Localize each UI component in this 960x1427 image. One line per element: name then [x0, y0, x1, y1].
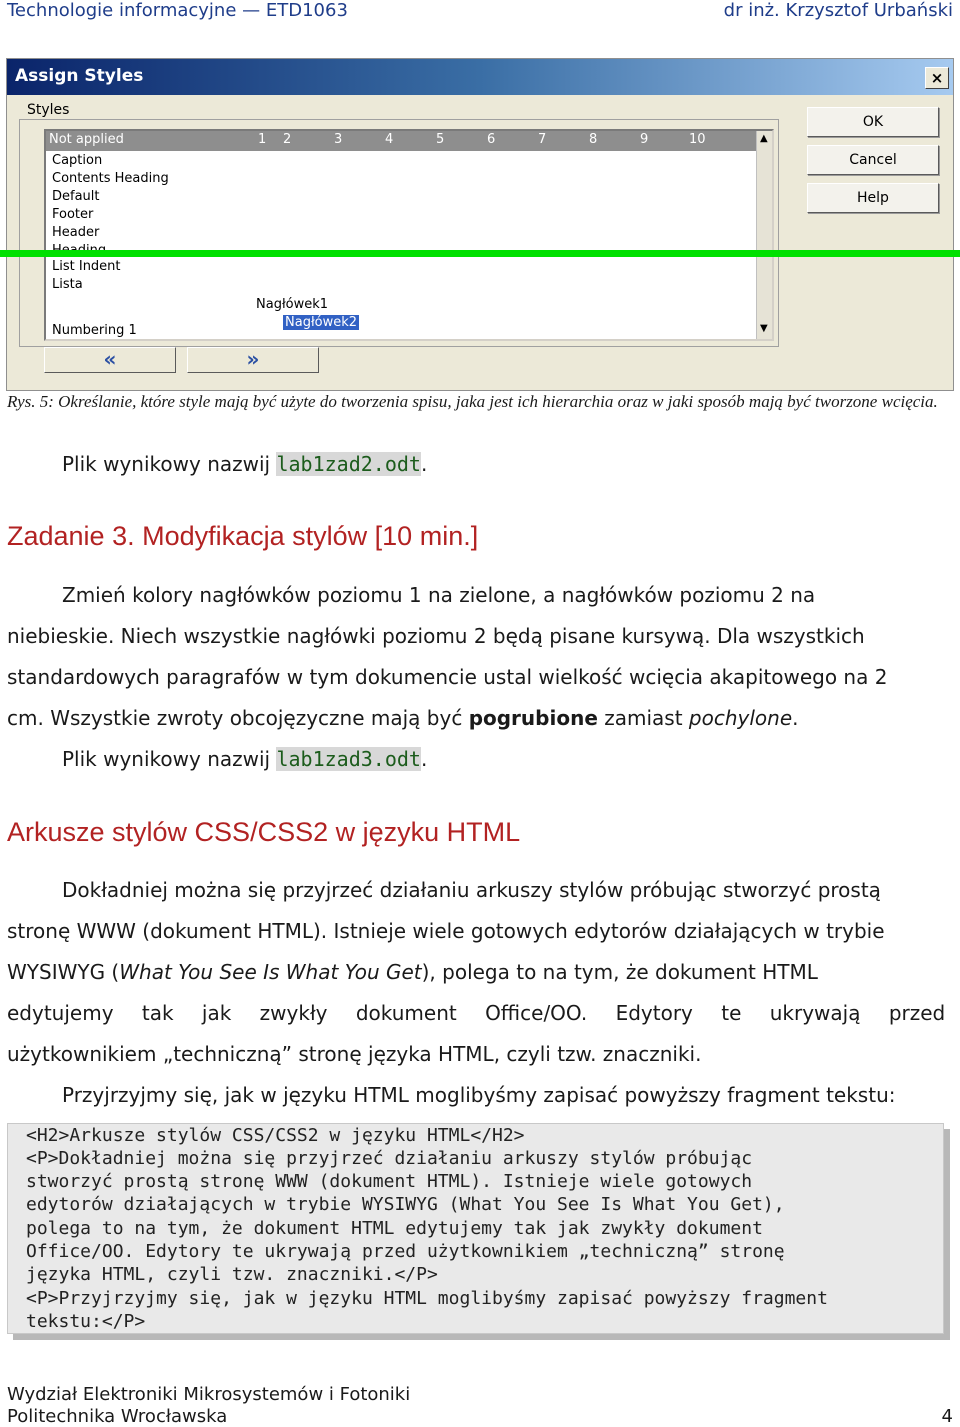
footer-university: Politechnika Wrocławska: [7, 1406, 228, 1427]
italic-word: pochylone: [688, 706, 793, 730]
list-item[interactable]: Caption: [52, 153, 103, 168]
css-text: ), polega to na tym, że dokument HTML: [421, 960, 818, 984]
footer-faculty: Wydział Elektroniki Mikrosystemów i Fotoniki: [7, 1384, 411, 1405]
list-item[interactable]: Default: [52, 189, 100, 204]
dialog-title: Assign Styles: [15, 66, 144, 86]
code-line: <P>Przyjrzyjmy się, jak w języku HTML moglibyśmy zapisać powyższy fragment: [26, 1288, 828, 1309]
output-prefix: Plik wynikowy nazwij: [62, 747, 277, 771]
header-level-1: 1: [258, 132, 267, 147]
scroll-down-icon[interactable]: ▼: [760, 323, 768, 334]
code-line: <H2>Arkusze stylów CSS/CSS2 w języku HTML</H2>: [26, 1125, 525, 1146]
assign-styles-dialog: [6, 58, 954, 391]
header-course: Technologie informacyjne — ETD1063: [7, 0, 348, 21]
css-para-line: edytujemy tak jak zwykły dokument Office/OO. Edytory te ukrywają przed: [7, 1001, 946, 1025]
header-level-10: 10: [689, 132, 706, 147]
task3-line: niebieskie. Niech wszystkie nagłówki poziomu 2 będą pisane kursywą. Dla wszystkich: [7, 624, 865, 648]
header-level-3: 3: [334, 132, 343, 147]
output-suffix: .: [420, 452, 428, 476]
css-section-heading: Arkusze stylów CSS/CSS2 w języku HTML: [7, 817, 521, 847]
list-item[interactable]: Header: [52, 225, 100, 240]
figure-caption: Rys. 5: Określanie, które style mają być użyte do tworzenia spisu, jaka jest ich hierarchia oraz w jaki sposób mają być tworzone wcięcia.: [7, 392, 938, 411]
bold-word: pogrubione: [468, 706, 598, 730]
green-marker-line: [0, 250, 960, 257]
task3-line-last: [7, 706, 799, 730]
list-item[interactable]: List Indent: [52, 259, 121, 274]
dialog-titlebar: [7, 59, 953, 95]
move-right-button[interactable]: »: [187, 347, 319, 373]
close-icon[interactable]: ×: [925, 67, 949, 89]
task3-text: zamiast: [597, 706, 689, 730]
task3-heading: Zadanie 3. Modyfikacja stylów [10 min.]: [7, 521, 479, 551]
list-item[interactable]: Footer: [52, 207, 94, 222]
header-not-applied: Not applied: [49, 132, 124, 147]
ok-button[interactable]: OK: [807, 107, 939, 137]
styles-label: Styles: [27, 102, 70, 118]
code-line: polega to na tym, że dokument HTML edytujemy tak jak zwykły dokument: [26, 1218, 763, 1239]
cancel-button[interactable]: Cancel: [807, 145, 939, 175]
code-line: tekstu:</P>: [26, 1311, 146, 1332]
css-text: WYSIWYG (: [7, 960, 120, 984]
header-author: dr inż. Krzysztof Urbański: [723, 0, 953, 21]
header-level-4: 4: [385, 132, 394, 147]
page-number: 4: [941, 1406, 953, 1427]
output-filename: lab1zad3.odt: [276, 747, 421, 771]
css-para-line: Przyjrzyjmy się, jak w języku HTML moglibyśmy zapisać powyższy fragment tekstu:: [62, 1083, 896, 1107]
header-level-9: 9: [640, 132, 649, 147]
list-item[interactable]: Numbering 1: [52, 323, 137, 338]
styles-listbox[interactable]: [44, 129, 774, 341]
css-para-line: [7, 960, 818, 984]
assigned-level-1[interactable]: Nagłówek1: [256, 297, 329, 312]
list-item[interactable]: Lista: [52, 277, 83, 292]
task3-line: standardowych paragrafów w tym dokumencie ustal wielkość wcięcia akapitowego na 2: [7, 665, 888, 689]
list-item[interactable]: Contents Heading: [52, 171, 169, 186]
header-level-2: 2: [283, 132, 292, 147]
output-line-2: [62, 747, 427, 771]
code-line: Office/OO. Edytory te ukrywają przed użytkownikiem „techniczną” stronę: [26, 1241, 785, 1262]
code-line: edytorów działających w trybie WYSIWYG (What You See Is What You Get),: [26, 1194, 785, 1215]
code-line: języka HTML, czyli tzw. znaczniki.</P>: [26, 1264, 438, 1285]
move-left-button[interactable]: «: [44, 347, 176, 373]
header-level-6: 6: [487, 132, 496, 147]
wysiwyg-expansion: What You See Is What You Get: [119, 960, 422, 984]
task3-line: Zmień kolory nagłówków poziomu 1 na zielone, a nagłówków poziomu 2 na: [62, 583, 816, 607]
assigned-level-2-selected[interactable]: Nagłówek2: [285, 315, 358, 330]
list-header: [46, 131, 756, 151]
output-suffix: .: [420, 747, 428, 771]
task3-text: cm. Wszystkie zwroty obcojęzyczne mają być: [7, 706, 469, 730]
code-line: stworzyć prostą stronę WWW (dokument HTML). Istnieje wiele gotowych: [26, 1171, 753, 1192]
code-line: <P>Dokładniej można się przyjrzeć działaniu arkuszy stylów próbując: [26, 1148, 753, 1169]
output-prefix: Plik wynikowy nazwij: [62, 452, 277, 476]
task3-text: .: [792, 706, 799, 730]
output-line-1: [62, 452, 427, 476]
header-level-5: 5: [436, 132, 445, 147]
header-level-7: 7: [538, 132, 547, 147]
help-button[interactable]: Help: [807, 183, 939, 213]
css-para-line: Dokładniej można się przyjrzeć działaniu arkuszy stylów próbując stworzyć prostą: [62, 878, 881, 902]
css-para-line: stronę WWW (dokument HTML). Istnieje wiele gotowych edytorów działających w trybie: [7, 919, 885, 943]
list-scrollbar[interactable]: [756, 131, 772, 339]
html-code-block: [7, 1123, 944, 1334]
header-level-8: 8: [589, 132, 598, 147]
css-para-line: użytkownikiem „techniczną” stronę języka HTML, czyli tzw. znaczniki.: [7, 1042, 702, 1066]
output-filename: lab1zad2.odt: [276, 452, 421, 476]
scroll-up-icon[interactable]: ▲: [760, 133, 768, 144]
